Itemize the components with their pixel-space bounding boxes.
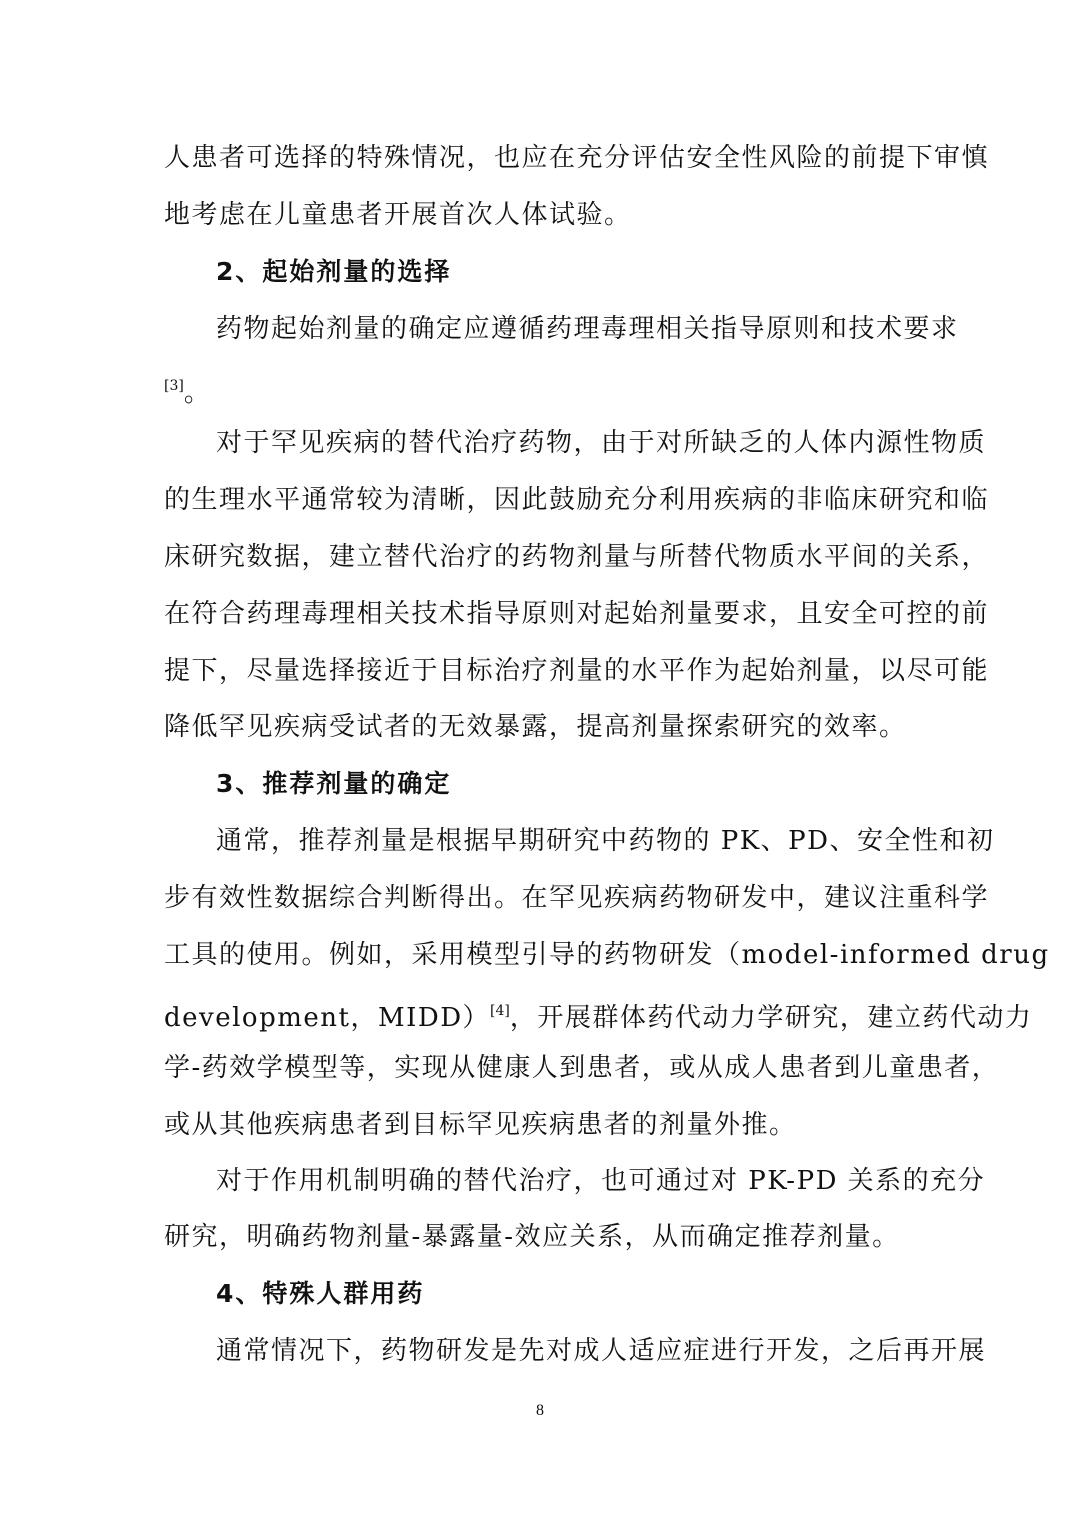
paragraph-line: 药物起始剂量的确定应遵循药理毒理相关指导原则和技术要求 xyxy=(216,314,959,344)
paragraph-line: 步有效性数据综合判断得出。在罕见疾病药物研发中，建议注重科学 xyxy=(164,883,990,913)
paragraph-line: 人患者可选择的特殊情况，也应在充分评估安全性风险的前提下审慎 xyxy=(164,143,990,173)
paragraph-line: 的生理水平通常较为清晰，因此鼓励充分利用疾病的非临床研究和临 xyxy=(164,485,990,515)
paragraph-line: 通常情况下，药物研发是先对成人适应症进行开发，之后再开展 xyxy=(216,1336,987,1366)
paragraph-line: 地考虑在儿童患者开展首次人体试验。 xyxy=(164,200,632,230)
sentence-end: 。 xyxy=(183,378,212,408)
paragraph-line: 床研究数据，建立替代治疗的药物剂量与所替代物质水平间的关系， xyxy=(164,542,990,572)
section-heading: 3、推荐剂量的确定 xyxy=(216,769,452,798)
paragraph-line: 或从其他疾病患者到目标罕见疾病患者的剂量外推。 xyxy=(164,1110,797,1140)
paragraph-line xyxy=(164,369,916,410)
citation-ref: [3] xyxy=(164,378,184,394)
paragraph-line: 对于罕见疾病的替代治疗药物，由于对所缺乏的人体内源性物质 xyxy=(216,428,987,458)
page-number: 8 xyxy=(536,1402,544,1419)
line-text: ，开展群体药代动力学研究，建立药代动力 xyxy=(509,1003,1033,1033)
citation-ref: [4] xyxy=(490,1003,510,1019)
section-heading: 4、特殊人群用药 xyxy=(216,1279,425,1308)
paragraph-line: 在符合药理毒理相关技术指导原则对起始剂量要求，且安全可控的前 xyxy=(164,599,990,629)
paragraph-line: 降低罕见疾病受试者的无效暴露，提高剂量探索研究的效率。 xyxy=(164,712,907,742)
paragraph-line: 对于作用机制明确的替代治疗，也可通过对 PK-PD 关系的充分 xyxy=(216,1166,986,1196)
section-heading: 2、起始剂量的选择 xyxy=(216,257,452,286)
paragraph-line xyxy=(164,994,1033,1035)
paragraph-line: 研究，明确药物剂量-暴露量-效应关系，从而确定推荐剂量。 xyxy=(164,1222,900,1252)
paragraph-line: 学-药效学模型等，实现从健康人到患者，或从成人患者到儿童患者， xyxy=(164,1053,1000,1083)
line-text: development，MIDD） xyxy=(164,1003,491,1033)
paragraph-line: 工具的使用。例如，采用模型引导的药物研发（model-informed drug xyxy=(164,940,1050,970)
paragraph-line: 通常，推荐剂量是根据早期研究中药物的 PK、PD、安全性和初 xyxy=(216,826,995,856)
paragraph-line: 提下，尽量选择接近于目标治疗剂量的水平作为起始剂量，以尽可能 xyxy=(164,656,990,686)
